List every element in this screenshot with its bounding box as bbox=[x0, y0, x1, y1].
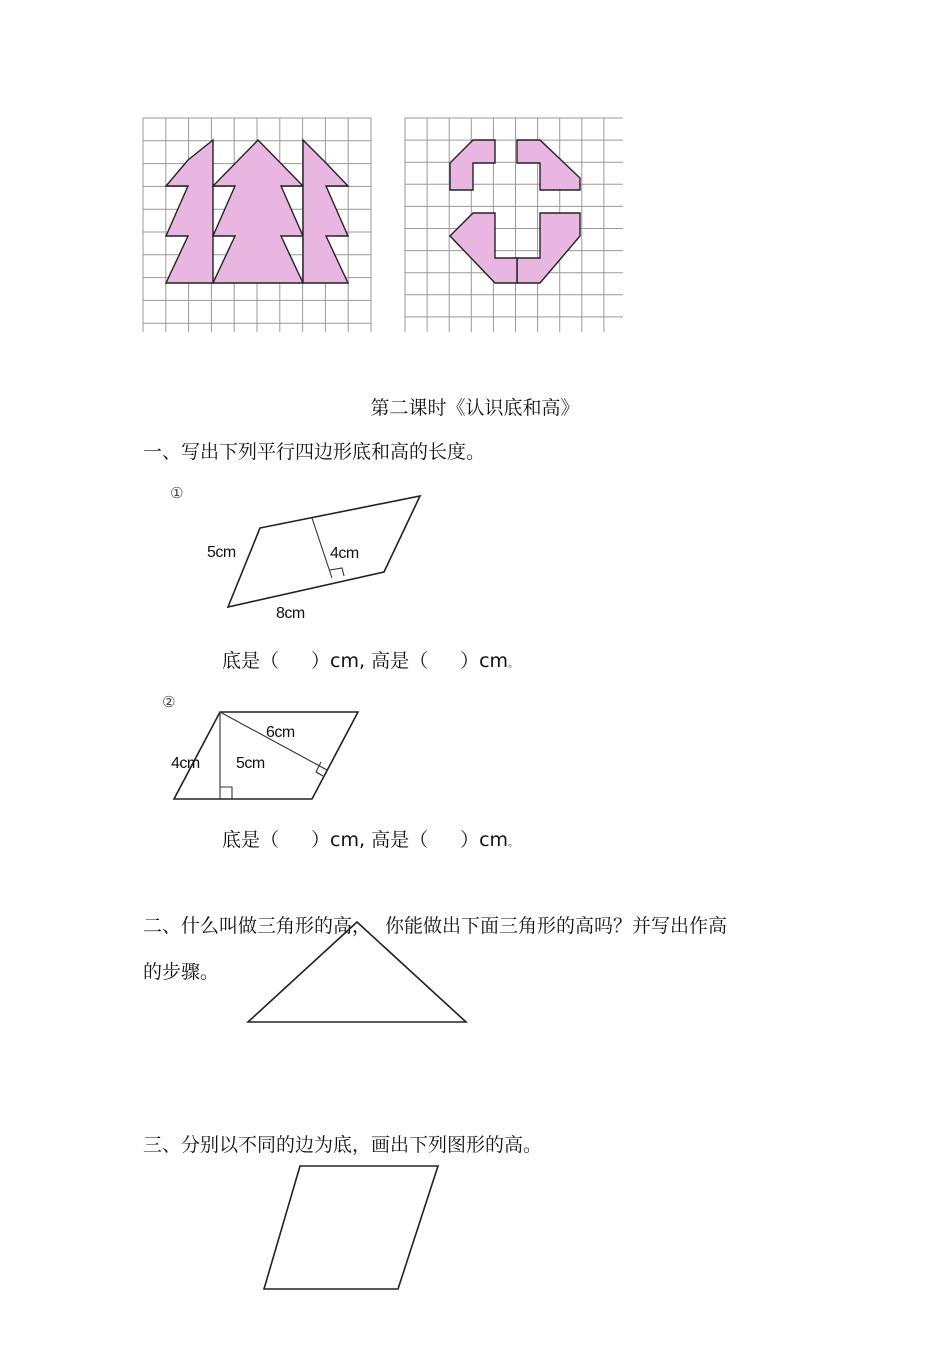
grid-lines bbox=[405, 118, 623, 332]
figure-number-2: ② bbox=[162, 693, 176, 711]
right-angle-mark-1 bbox=[330, 568, 344, 576]
ring-segment-top bbox=[450, 140, 495, 190]
triangle-figure bbox=[240, 918, 480, 1028]
height-label-1: 4cm bbox=[330, 545, 359, 562]
height-label-2: 5cm bbox=[236, 755, 265, 772]
diag-label-2: 6cm bbox=[266, 724, 295, 741]
base-label-1: 8cm bbox=[276, 605, 305, 622]
parallelogram-1 bbox=[228, 496, 420, 607]
page-title: 第二课时《认识底和高》 bbox=[370, 397, 580, 419]
ring-segment-right bbox=[517, 140, 580, 190]
question-3-heading: 三、分别以不同的边为底，画出下列图形的高。 bbox=[143, 1134, 543, 1156]
triangle bbox=[248, 922, 466, 1022]
tree-shape-2 bbox=[213, 140, 303, 283]
side-label-1: 5cm bbox=[207, 544, 236, 561]
tree-grid-figure bbox=[143, 118, 373, 334]
answer-line-2: 底是（ ）cm, 高是（ ）cm。 bbox=[222, 829, 519, 851]
height-line-1 bbox=[312, 518, 332, 578]
figure-number-1: ① bbox=[170, 484, 184, 502]
tree-shape-1 bbox=[166, 140, 213, 283]
parallelogram-figure-3 bbox=[258, 1160, 458, 1300]
right-angle-mark-2a bbox=[220, 787, 232, 799]
question-2-line-1: 二、什么叫做三角形的高， 你能做出下面三角形的高吗？并写出作高 bbox=[143, 915, 728, 937]
parallelogram-3 bbox=[264, 1166, 438, 1289]
answer-line-1: 底是（ ）cm, 高是（ ）cm。 bbox=[222, 650, 519, 672]
question-2-line-2: 的步骤。 bbox=[143, 961, 220, 983]
parallelogram-figure-2 bbox=[170, 708, 370, 808]
side-label-2: 4cm bbox=[171, 755, 200, 772]
ring-grid-figure bbox=[405, 118, 625, 334]
question-1-heading: 一、写出下列平行四边形底和高的长度。 bbox=[143, 441, 486, 463]
